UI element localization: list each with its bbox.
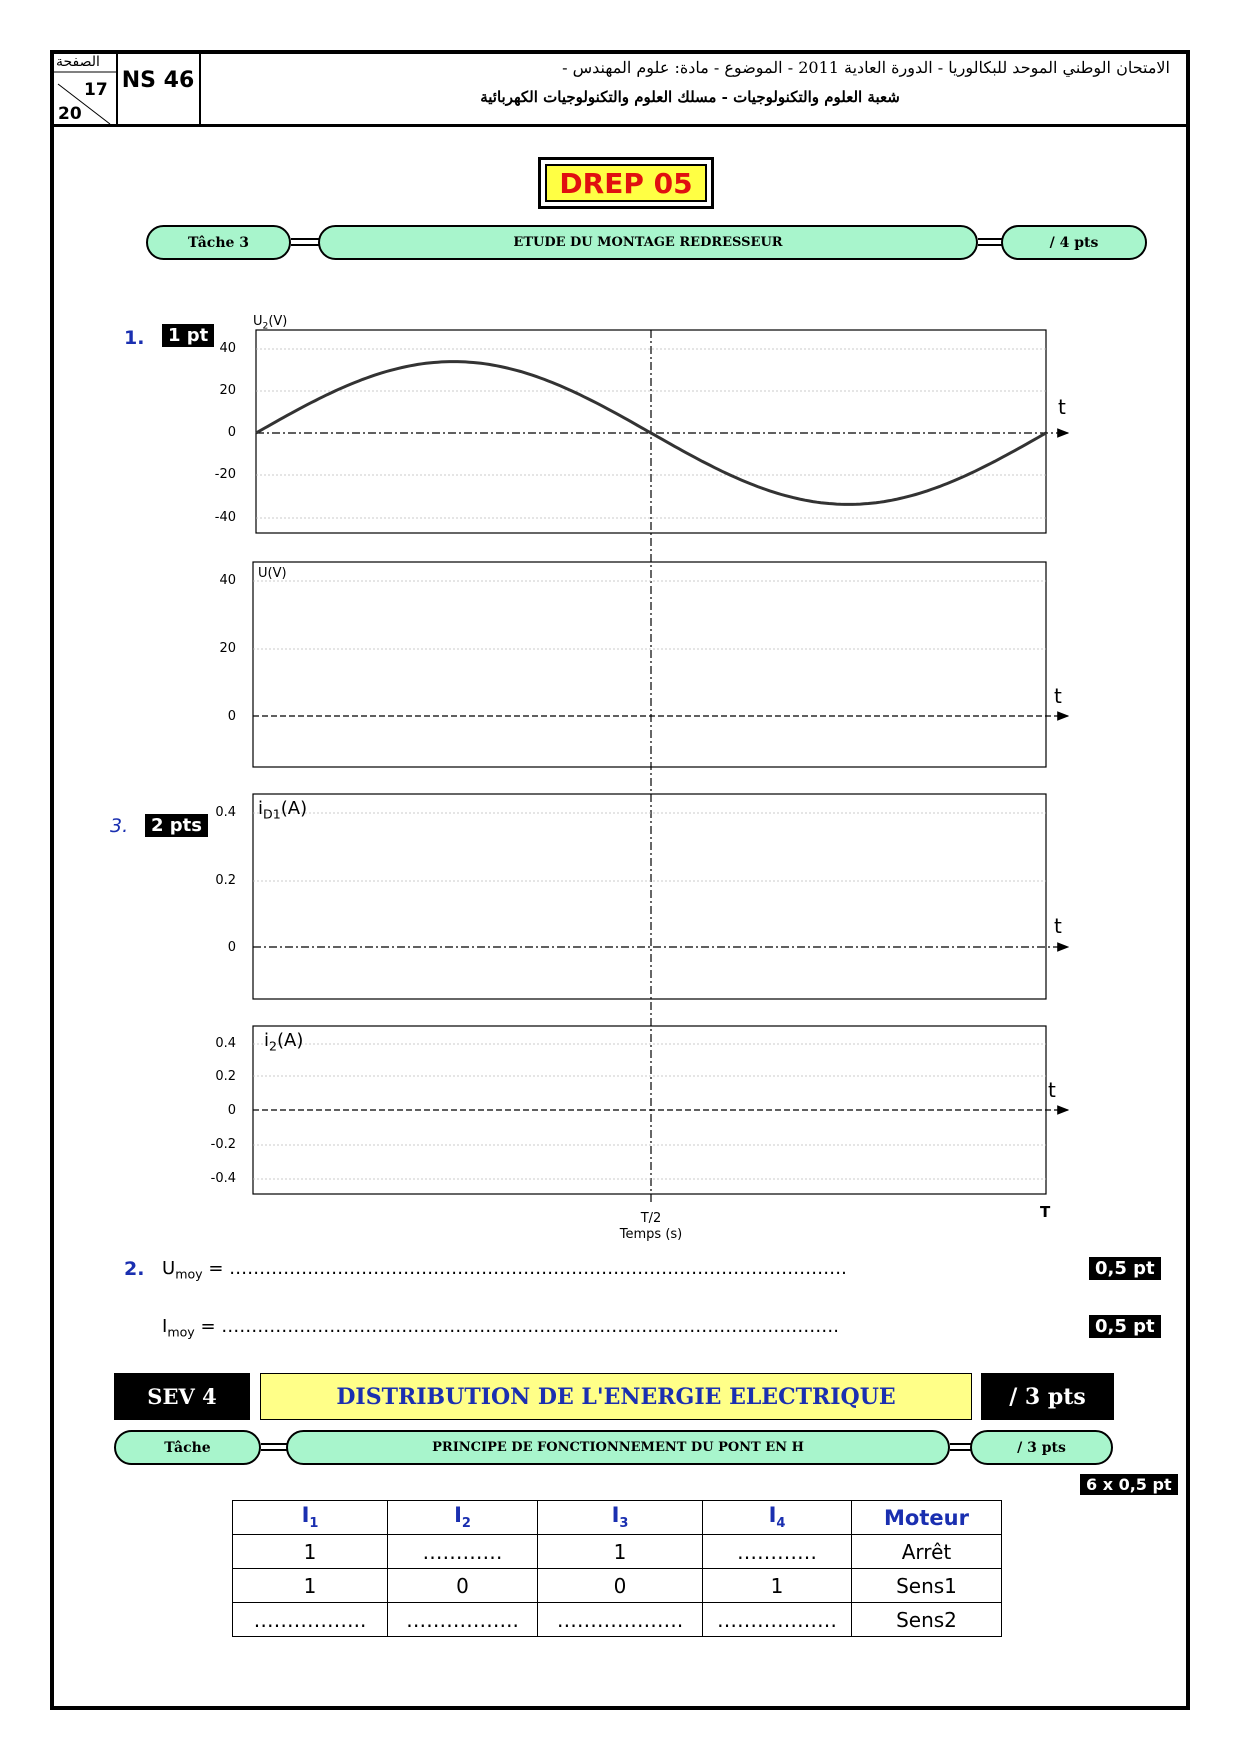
table-cell: 1 (233, 1569, 388, 1603)
u-t-label: t (1054, 684, 1062, 708)
header-title-line2: شعبة العلوم والتكنولوجيات - مسلك العلوم والتكنولوجيات الكهربائية (480, 88, 900, 106)
h-bridge-table (232, 1500, 1002, 1637)
u-chart-box (253, 562, 1046, 767)
table-row (233, 1569, 1002, 1603)
i2-tick: 0 (227, 1103, 236, 1118)
u-tick: 0 (227, 709, 236, 724)
table-row (233, 1603, 1002, 1637)
i2-ylabel: $i_2(A)$ (264, 1030, 304, 1054)
id1-ylabel: $i_{D1}(A)$ (258, 798, 308, 822)
id1-chart-box (253, 794, 1046, 999)
i2-t-label: t (1048, 1078, 1056, 1102)
task-title: PRINCIPE DE FONCTIONNEMENT DU PONT EN H (286, 1430, 950, 1465)
task3-label: Tâche 3 (146, 225, 291, 260)
table-cell-blank[interactable]: ………… (388, 1535, 538, 1569)
q1-number: 1. (124, 327, 145, 349)
u-ylabel: U(V) (258, 566, 287, 581)
id1-tick: 0.4 (215, 805, 236, 820)
sev4-title: DISTRIBUTION DE L'ENERGIE ELECTRIQUE (260, 1373, 972, 1420)
table-cell: 0 (388, 1569, 538, 1603)
id1-tick: 0.2 (215, 873, 236, 888)
imoy-text: $I_{moy}$ = …………………………………………………………………………………………. (162, 1316, 839, 1340)
i2-tick: -0.2 (210, 1137, 236, 1152)
u2-t-label: t (1058, 395, 1066, 419)
table-cell: 1 (538, 1535, 703, 1569)
sev4-code: SEV 4 (114, 1373, 250, 1420)
table-cell-blank[interactable]: ………………. (538, 1603, 703, 1637)
q2-number: 2. (124, 1258, 145, 1280)
u2-tick: 0 (227, 425, 236, 440)
sev4-points: / 3 pts (981, 1373, 1114, 1420)
u2-tick: -40 (214, 510, 236, 525)
table-cell: 1 (233, 1535, 388, 1569)
page-total: 20 (58, 104, 82, 124)
table-cell: 1 (703, 1569, 852, 1603)
task3-title: ETUDE DU MONTAGE REDRESSEUR (318, 225, 978, 260)
q1-points: 1 pt (162, 324, 214, 347)
id1-t-label: t (1054, 914, 1062, 938)
u-tick: 40 (219, 573, 236, 588)
table-header-row (233, 1501, 1002, 1535)
page-num: 17 (84, 80, 108, 100)
table-points: 6 x 0,5 pt (1080, 1474, 1178, 1495)
table-cell-blank[interactable]: …………….. (233, 1603, 388, 1637)
u2-tick: 20 (219, 383, 236, 398)
imoy-line[interactable] (162, 1316, 839, 1340)
umoy-text: $U_{moy}$ = …………………………………………………………………………………………. (162, 1258, 847, 1282)
x-half-label: T/2 (640, 1211, 662, 1226)
table-header-i3: $I_3$ (538, 1501, 703, 1535)
u2-tick: 40 (219, 341, 236, 356)
i2-gridlines (253, 1044, 1046, 1179)
table-cell: Arrêt (852, 1535, 1002, 1569)
x-end-label: T (1040, 1203, 1051, 1221)
umoy-line[interactable] (162, 1258, 847, 1282)
i2-tick: -0.4 (210, 1171, 236, 1186)
table-cell: 0 (538, 1569, 703, 1603)
u-gridlines (253, 581, 1046, 649)
u-tick: 20 (219, 641, 236, 656)
exam-code: NS 46 (121, 68, 195, 93)
table-row (233, 1535, 1002, 1569)
table-header-i4: $I_4$ (703, 1501, 852, 1535)
u2-ylabel: $U_2(V)$ (253, 314, 288, 332)
page-label: الصفحة (56, 54, 100, 70)
u2-tick: -20 (214, 467, 236, 482)
task-points: / 3 pts (970, 1430, 1113, 1465)
i2-tick: 0.2 (215, 1069, 236, 1084)
table-cell-blank[interactable]: ………… (703, 1535, 852, 1569)
table-header-i2: $I_2$ (388, 1501, 538, 1535)
task-label: Tâche (114, 1430, 261, 1465)
x-axis-label: Temps (s) (619, 1227, 683, 1242)
task-connector-2 (950, 1443, 971, 1451)
table-cell-blank[interactable]: ……………… (703, 1603, 852, 1637)
id1-gridlines (253, 813, 1046, 881)
table-header-i1: $I_1$ (233, 1501, 388, 1535)
q2-points-1: 0,5 pt (1089, 1257, 1161, 1280)
q2-points-2: 0,5 pt (1089, 1315, 1161, 1338)
task-connector-1 (261, 1443, 287, 1451)
i2-tick: 0.4 (215, 1036, 236, 1051)
q3-points: 2 pts (145, 814, 208, 837)
header-title-line1: الامتحان الوطني الموحد للبكالوريا - الدورة العادية 2011 - الموضوع - مادة: علوم المهندس - (562, 58, 1170, 77)
table-cell: Sens2 (852, 1603, 1002, 1637)
q3-number: 3. (110, 815, 129, 837)
table-cell: Sens1 (852, 1569, 1002, 1603)
drep-label: DREP 05 (545, 164, 707, 202)
task3-points: / 4 pts (1001, 225, 1147, 260)
table-header-moteur: Moteur (852, 1501, 1002, 1535)
table-cell-blank[interactable]: …………….. (388, 1603, 538, 1637)
id1-tick: 0 (227, 940, 236, 955)
